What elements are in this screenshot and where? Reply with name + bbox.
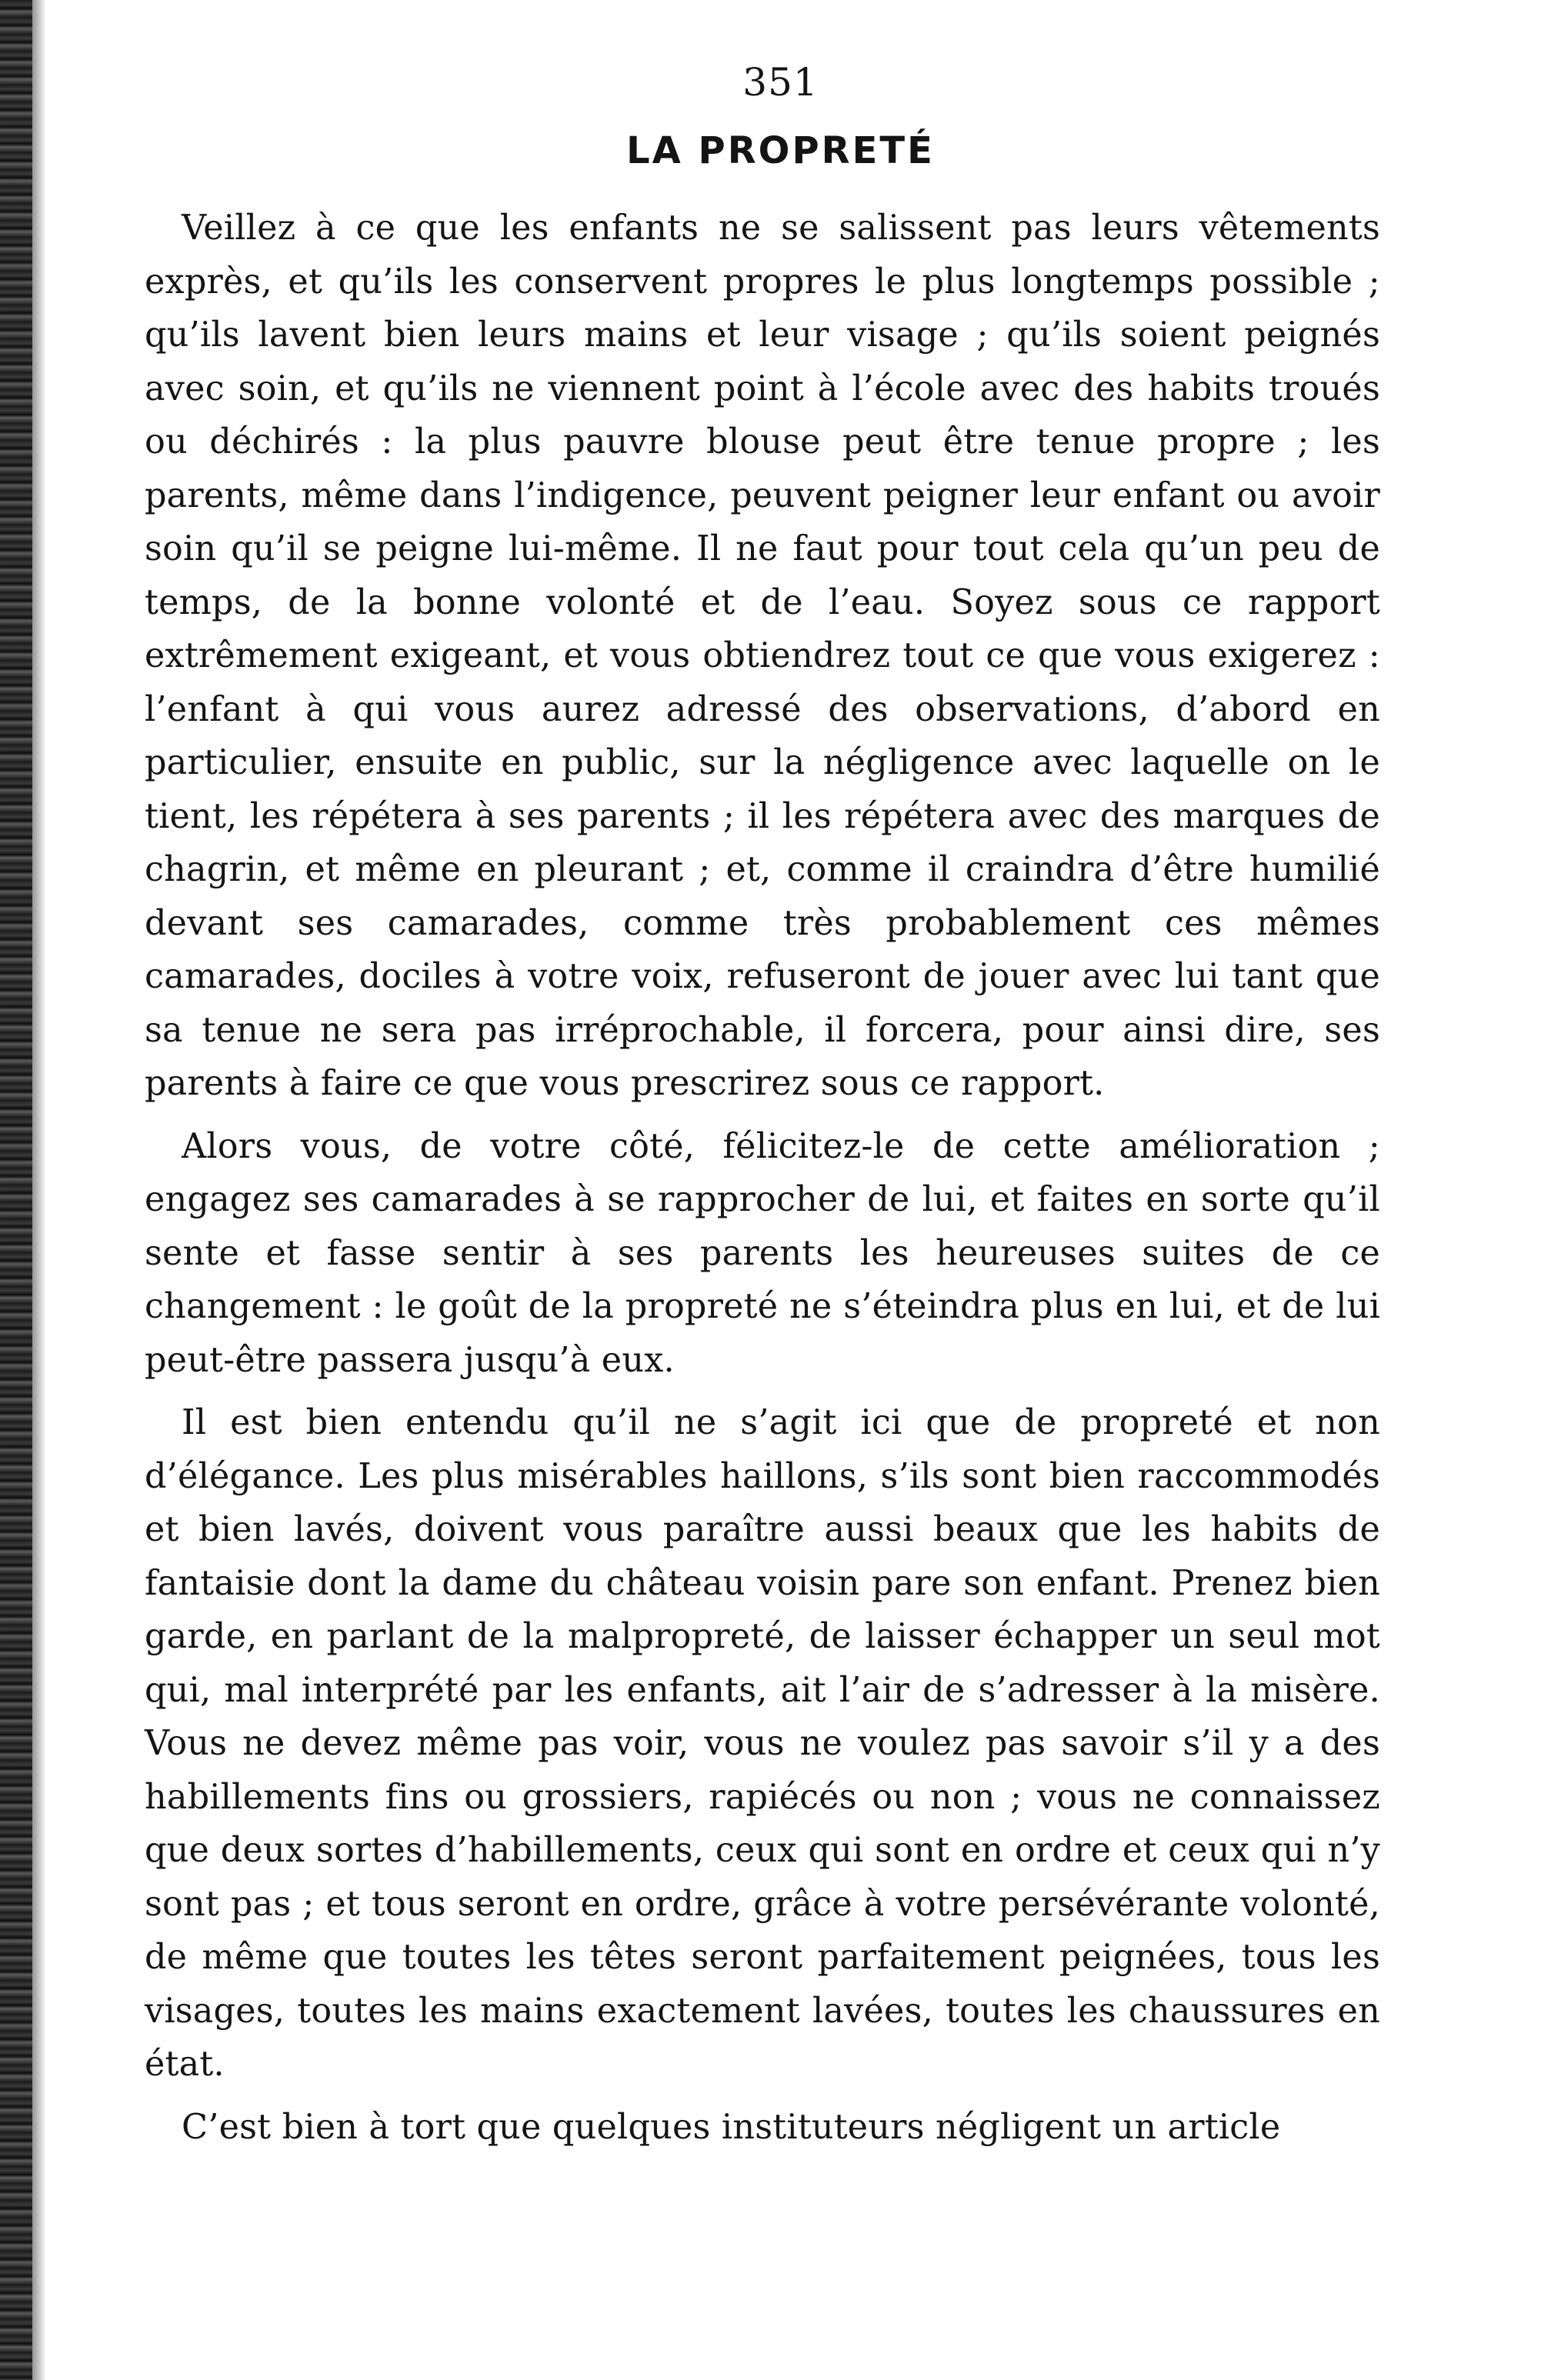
page-number: 351 <box>742 60 819 105</box>
paragraph: Veillez à ce que les enfants ne se salissent pas leurs vêtements exprès, et qu’ils les conservent propres le plus longtemps possible ; qu’ils lavent bien leurs mains et leur visage ; qu’ils soient peignés avec soin, et qu’ils ne viennent point à l’école avec des habits troués ou déchirés : la plus pauvre blouse peut être tenue propre ; les parents, même dans l’indigence, peuvent peigner leur enfant ou avoir soin qu’il se peigne lui-même. Il ne faut pour tout cela qu’un peu de temps, de la bonne volonté et de l’eau. Soyez sous ce rapport extrêmement exigeant, et vous obtiendrez tout ce que vous exigerez : l’enfant à qui vous aurez adressé des observations, d’abord en particulier, ensuite en public, sur la négligence avec laquelle on le tient, les répétera à ses parents ; il les répétera avec des marques de chagrin, et même en pleurant ; et, comme il craindra d’être humilié devant ses camarades, comme très probablement ces mêmes camarades, dociles à votre voix, refuseront de jouer avec lui tant que sa tenue ne sera pas irréprochable, il forcera, pour ainsi dire, ses parents à faire ce que vous prescrirez sous ce rapport. <box>145 208 1380 1103</box>
paragraph: C’est bien à tort que quelques instituteurs négligent un article <box>182 2107 1281 2147</box>
paragraph: Il est bien entendu qu’il ne s’agit ici que de propreté et non d’élégance. Les plus misérables haillons, s’ils sont bien raccommodés et bien lavés, doivent vous paraître aussi beaux que les habits de fantaisie dont la dame du château voisin pare son enfant. Prenez bien garde, en parlant de la malpropreté, de laisser échapper un seul mot qui, mal interprété par les enfants, ait l’air de s’adresser à la misère. Vous ne devez même pas voir, vous ne voulez pas savoir s’il y a des habillements fins ou grossiers, rapiécés ou non ; vous ne connaissez que deux sortes d’habillements, ceux qui sont en ordre et ceux qui n’y sont pas ; et tous seront en ordre, grâce à votre persévérante volonté, de même que toutes les têtes seront parfaitement peignées, tous les visages, toutes les mains exactement lavées, toutes les chaussures en état. <box>145 1403 1380 2084</box>
binding-edge <box>0 0 32 2380</box>
body-text <box>145 202 1380 2163</box>
paragraph: Alors vous, de votre côté, félicitez-le de cette amélioration ; engagez ses camarades à se rapprocher de lui, et faites en sorte qu’il sente et fasse sentir à ses parents les heureuses suites de ce changement : le goût de la propreté ne s’éteindra plus en lui, et de lui peut-être passera jusqu’à eux. <box>145 1126 1380 1380</box>
chapter-title: LA PROPRETÉ <box>626 129 935 172</box>
